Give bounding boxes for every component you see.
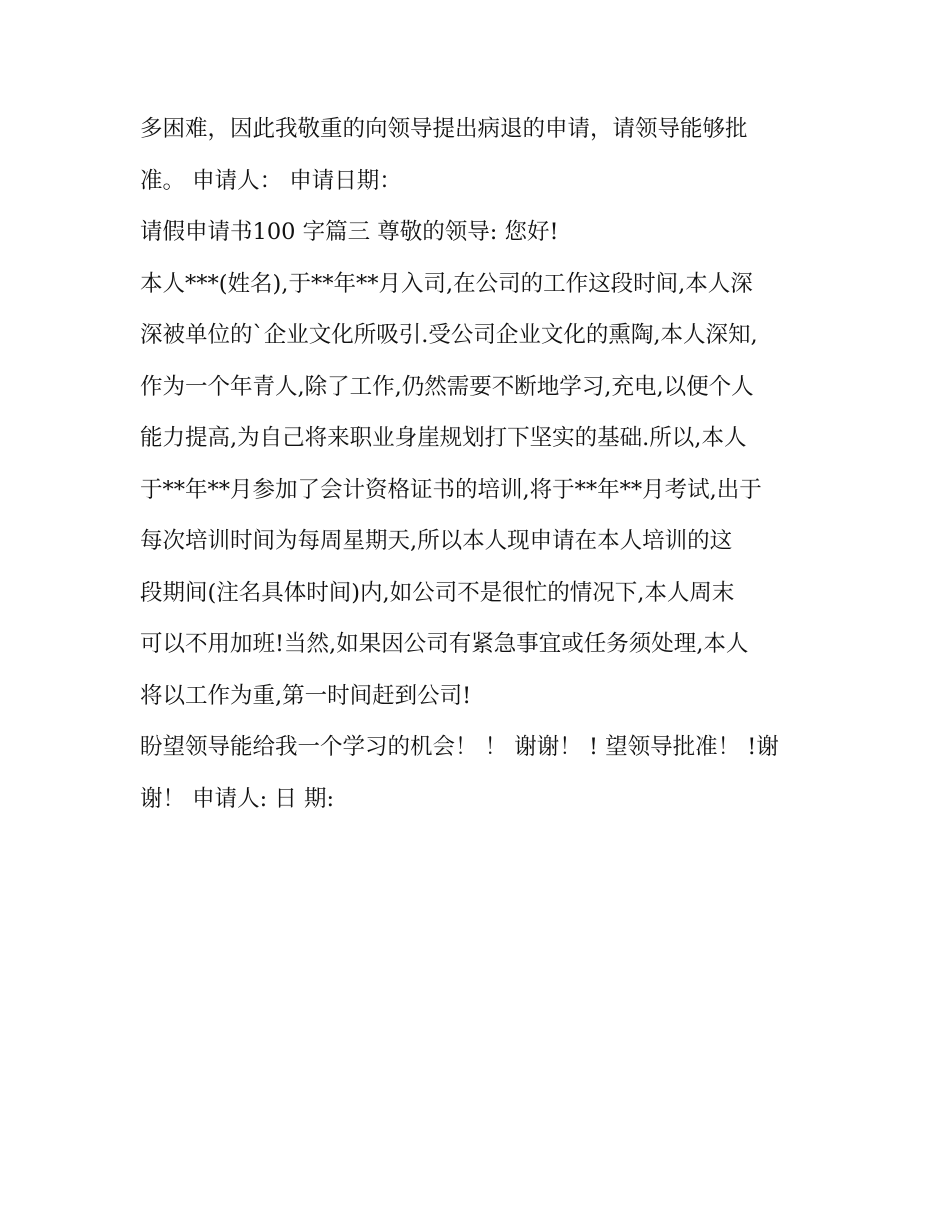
text-line: 准。 申请人： 申请日期： xyxy=(140,167,402,194)
text-line: 于**年**月参加了会计资格证书的培训,将于**年**月考试,出于 xyxy=(140,476,762,503)
text-line: 本人***(姓名),于**年**月入司,在公司的工作这段时间,本人深 xyxy=(140,270,753,297)
text-line: 谢！ 申请人: 日 期: xyxy=(140,785,335,812)
text-line: 盼望领导能给我一个学习的机会！ ！ 谢谢！ ! 望领导批准！ !谢 xyxy=(140,734,779,760)
document-body xyxy=(140,104,820,825)
text-line: 每次培训时间为每周星期天,所以本人现申请在本人培训的这 xyxy=(140,528,733,554)
text-line: 深被单位的`企业文化所吸引.受公司企业文化的熏陶,本人深知, xyxy=(140,322,758,348)
text-line: 多困难，因此我敬重的向领导提出病退的申请，请领导能够批 xyxy=(140,116,748,142)
text-line: 将以工作为重,第一时间赶到公司! xyxy=(140,682,472,709)
text-line: 段期间(注名具体时间)内,如公司不是很忙的情况下,本人周末 xyxy=(140,579,735,606)
text-line: 能力提高,为自己将来职业身崖规划打下坚实的基础.所以,本人 xyxy=(140,425,747,451)
text-line: 作为一个年青人,除了工作,仍然需要不断地学习,充电,以便个人 xyxy=(140,373,754,400)
text-line: 可以不用加班!当然,如果因公司有紧急事宜或任务须处理,本人 xyxy=(140,631,749,657)
text-line: 请假申请书100 字篇三 尊敬的领导: 您好! xyxy=(140,219,559,245)
